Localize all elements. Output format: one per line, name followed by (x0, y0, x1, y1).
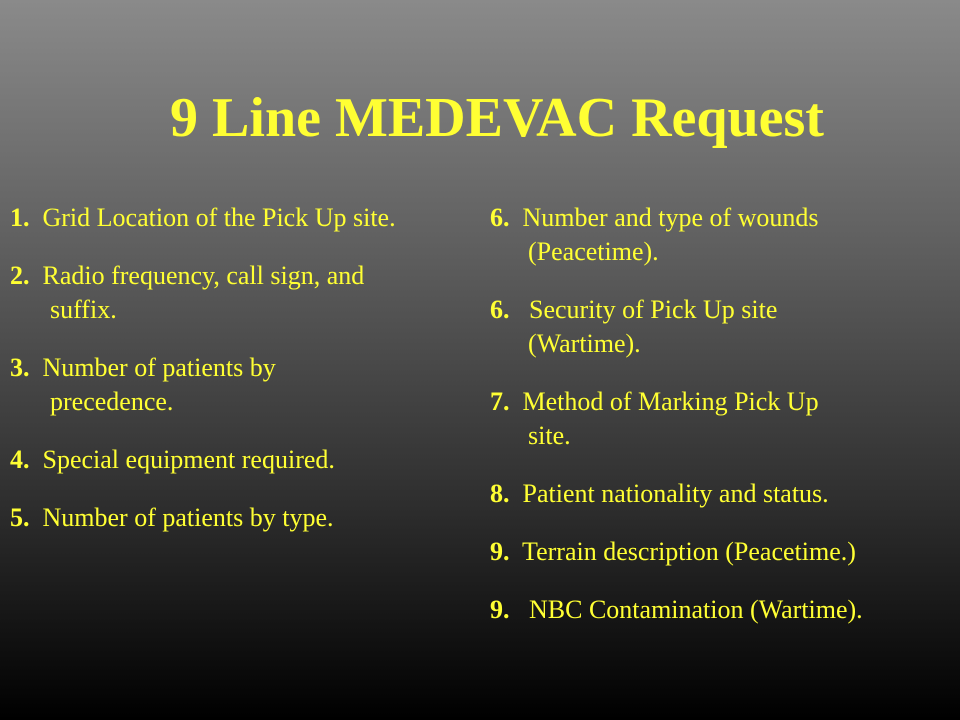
item-text: Patient nationality and status. (522, 479, 829, 508)
list-item-2 (10, 259, 490, 327)
list-item-3 (10, 351, 490, 419)
item-text-continued: site. (528, 421, 571, 450)
list-item-1 (10, 201, 490, 235)
item-text-continued: suffix. (50, 295, 117, 324)
item-number: 3. (10, 353, 30, 382)
left-column (10, 201, 490, 535)
item-number: 2. (10, 261, 30, 290)
list-item-7 (490, 385, 956, 453)
item-number: 5. (10, 503, 30, 532)
item-text-continued: (Peacetime). (528, 237, 659, 266)
item-number: 9. (490, 595, 510, 624)
list-item-6-wartime (490, 293, 956, 361)
item-number: 8. (490, 479, 510, 508)
list-item-4 (10, 443, 490, 477)
item-text: Method of Marking Pick Up (522, 387, 819, 416)
item-number: 7. (490, 387, 510, 416)
list-item-9-wartime (490, 593, 956, 627)
slide-title (0, 82, 960, 154)
item-text: Number and type of wounds (522, 203, 819, 232)
list-item-5 (10, 501, 490, 535)
slide-title-text: 9 Line MEDEVAC Request (170, 87, 824, 149)
item-text: NBC Contamination (Wartime). (529, 595, 863, 624)
list-item-8 (490, 477, 956, 511)
item-text: Security of Pick Up site (529, 295, 778, 324)
item-text: Number of patients by (42, 353, 276, 382)
item-text: Grid Location of the Pick Up site. (42, 203, 396, 232)
item-text: Number of patients by type. (42, 503, 334, 532)
item-text-continued: precedence. (50, 387, 174, 416)
item-text-continued: (Wartime). (528, 329, 641, 358)
item-text: Radio frequency, call sign, and (42, 261, 365, 290)
list-item-6-peacetime (490, 201, 956, 269)
item-number: 9. (490, 537, 510, 566)
right-column (490, 201, 956, 627)
item-number: 1. (10, 203, 30, 232)
item-text: Special equipment required. (42, 445, 335, 474)
item-number: 6. (490, 203, 510, 232)
list-item-9-peacetime (490, 535, 956, 569)
item-text: Terrain description (Peacetime.) (522, 537, 856, 566)
item-number: 6. (490, 295, 510, 324)
item-number: 4. (10, 445, 30, 474)
